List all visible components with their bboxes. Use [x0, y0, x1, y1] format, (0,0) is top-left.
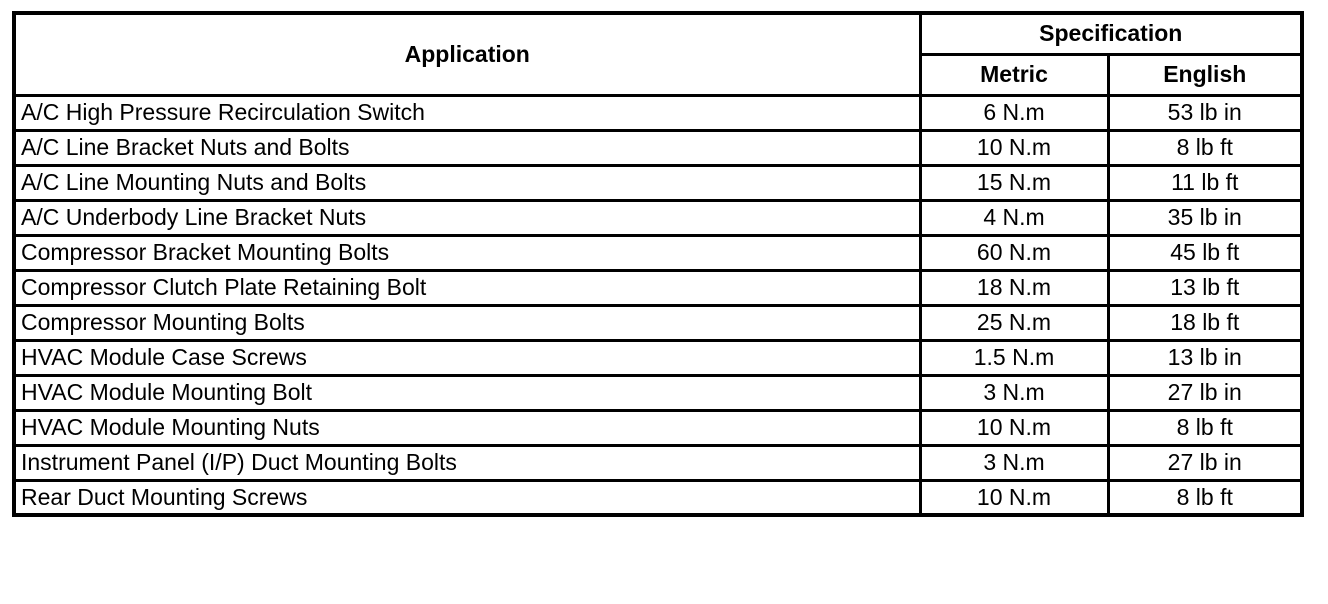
table-row	[14, 445, 1302, 480]
english-value-cell: 18 lb ft	[1108, 305, 1302, 340]
application-cell: A/C Underbody Line Bracket Nuts	[14, 200, 920, 235]
application-cell: Compressor Mounting Bolts	[14, 305, 920, 340]
application-cell: Compressor Clutch Plate Retaining Bolt	[14, 270, 920, 305]
application-cell: HVAC Module Mounting Bolt	[14, 375, 920, 410]
application-cell: HVAC Module Mounting Nuts	[14, 410, 920, 445]
table-row	[14, 95, 1302, 130]
application-cell: A/C Line Mounting Nuts and Bolts	[14, 165, 920, 200]
english-value-cell: 8 lb ft	[1108, 480, 1302, 515]
table-row	[14, 305, 1302, 340]
application-column-header: Application	[14, 13, 920, 95]
english-value-cell: 13 lb ft	[1108, 270, 1302, 305]
application-cell: A/C Line Bracket Nuts and Bolts	[14, 130, 920, 165]
table-row	[14, 235, 1302, 270]
table-row	[14, 130, 1302, 165]
table-row	[14, 375, 1302, 410]
application-cell: Instrument Panel (I/P) Duct Mounting Bolts	[14, 445, 920, 480]
metric-value-cell: 4 N.m	[920, 200, 1108, 235]
english-value-cell: 53 lb in	[1108, 95, 1302, 130]
english-value-cell: 27 lb in	[1108, 375, 1302, 410]
application-cell: A/C High Pressure Recirculation Switch	[14, 95, 920, 130]
english-value-cell: 45 lb ft	[1108, 235, 1302, 270]
table-row	[14, 270, 1302, 305]
metric-value-cell: 1.5 N.m	[920, 340, 1108, 375]
metric-column-header: Metric	[920, 54, 1108, 95]
application-cell: HVAC Module Case Screws	[14, 340, 920, 375]
table-row	[14, 165, 1302, 200]
metric-value-cell: 10 N.m	[920, 480, 1108, 515]
application-cell: Compressor Bracket Mounting Bolts	[14, 235, 920, 270]
metric-value-cell: 10 N.m	[920, 410, 1108, 445]
english-value-cell: 11 lb ft	[1108, 165, 1302, 200]
metric-value-cell: 60 N.m	[920, 235, 1108, 270]
metric-value-cell: 25 N.m	[920, 305, 1108, 340]
specification-column-header: Specification	[920, 13, 1302, 54]
english-value-cell: 35 lb in	[1108, 200, 1302, 235]
table-row	[14, 200, 1302, 235]
english-value-cell: 13 lb in	[1108, 340, 1302, 375]
english-value-cell: 27 lb in	[1108, 445, 1302, 480]
metric-value-cell: 6 N.m	[920, 95, 1108, 130]
table-row	[14, 480, 1302, 515]
english-column-header: English	[1108, 54, 1302, 95]
fastener-torque-spec-table	[12, 11, 1304, 517]
english-value-cell: 8 lb ft	[1108, 130, 1302, 165]
table-row	[14, 340, 1302, 375]
metric-value-cell: 18 N.m	[920, 270, 1108, 305]
metric-value-cell: 3 N.m	[920, 445, 1108, 480]
table-row	[14, 410, 1302, 445]
metric-value-cell: 15 N.m	[920, 165, 1108, 200]
metric-value-cell: 3 N.m	[920, 375, 1108, 410]
english-value-cell: 8 lb ft	[1108, 410, 1302, 445]
table-header	[14, 13, 1302, 95]
table-body	[14, 95, 1302, 515]
application-cell: Rear Duct Mounting Screws	[14, 480, 920, 515]
metric-value-cell: 10 N.m	[920, 130, 1108, 165]
